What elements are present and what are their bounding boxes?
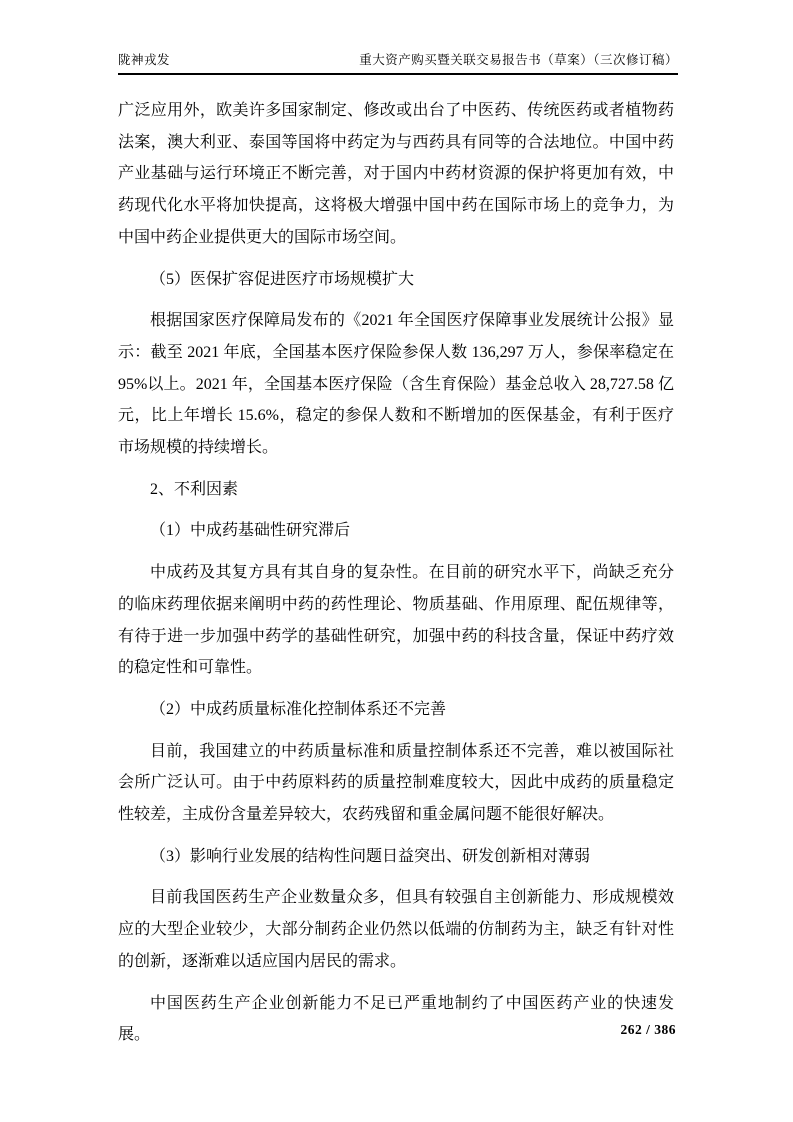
document-body <box>118 95 674 1061</box>
section-heading-1: （1）中成药基础性研究滞后 <box>150 522 351 540</box>
paragraph: 根据国家医疗保障局发布的《2021 年全国医疗保障事业发展统计公报》显示：截至 2021 年底，全国基本医疗保险参保人数 136,297 万人，参保率稳定在 95%以上。2021 年，全国基本医疗保险（含生育保险）基金总收入 28,727.58 亿元，比上年增长 15.6%，稳定的参保人数和不断增加的医保基金，有利于医疗市场规模的持续增长。 <box>118 312 674 457</box>
section-heading-3: （3）影响行业发展的结构性问题日益突出、研发创新相对薄弱 <box>150 847 591 865</box>
section-heading-2-unfavorable-factors: 2、不利因素 <box>150 480 239 498</box>
paragraph: 中国医药生产企业创新能力不足已严重地制约了中国医药产业的快速发展。 <box>118 994 674 1044</box>
paragraph: 目前，我国建立的中药质量标准和质量控制体系还不完善，难以被国际社会所广泛认可。由于中药原料药的质量控制难度较大，因此中成药的质量稳定性较差，主成份含量差异较大，农药残留和重金属问题不能很好解决。 <box>118 742 674 824</box>
header-company-name: 陇神戎发 <box>118 53 171 67</box>
page-number: 262 / 386 <box>620 1022 676 1037</box>
section-heading-2: （2）中成药质量标准化控制体系还不完善 <box>150 700 447 718</box>
section-heading-5: （5）医保扩容促进医疗市场规模扩大 <box>150 270 415 288</box>
paragraph: 目前我国医药生产企业数量众多，但具有较强自主创新能力、形成规模效应的大型企业较少，大部分制药企业仍然以低端的仿制药为主，缺乏有针对性的创新，逐渐难以适应国内居民的需求。 <box>118 889 674 970</box>
paragraph-continuation: 广泛应用外，欧美许多国家制定、修改或出台了中医药、传统医药或者植物药法案，澳大利亚、泰国等国将中药定为与西药具有同等的合法地位。中国中药产业基础与运行环境正不断完善，对于国内中药材资源的保护将更加有效，中药现代化水平将加快提高，这将极大增强中国中药在国际市场上的竞争力，为中国中药企业提供更大的国际市场空间。 <box>118 102 674 246</box>
page-header <box>118 50 678 75</box>
paragraph: 中成药及其复方具有其自身的复杂性。在目前的研究水平下，尚缺乏充分的临床药理依据来阐明中药的药性理论、物质基础、作用原理、配伍规律等，有待于进一步加强中药学的基础性研究，加强中药的科技含量，保证中药疗效的稳定性和可靠性。 <box>118 564 674 677</box>
header-report-title: 重大资产购买暨关联交易报告书（草案）（三次修订稿） <box>359 53 678 67</box>
